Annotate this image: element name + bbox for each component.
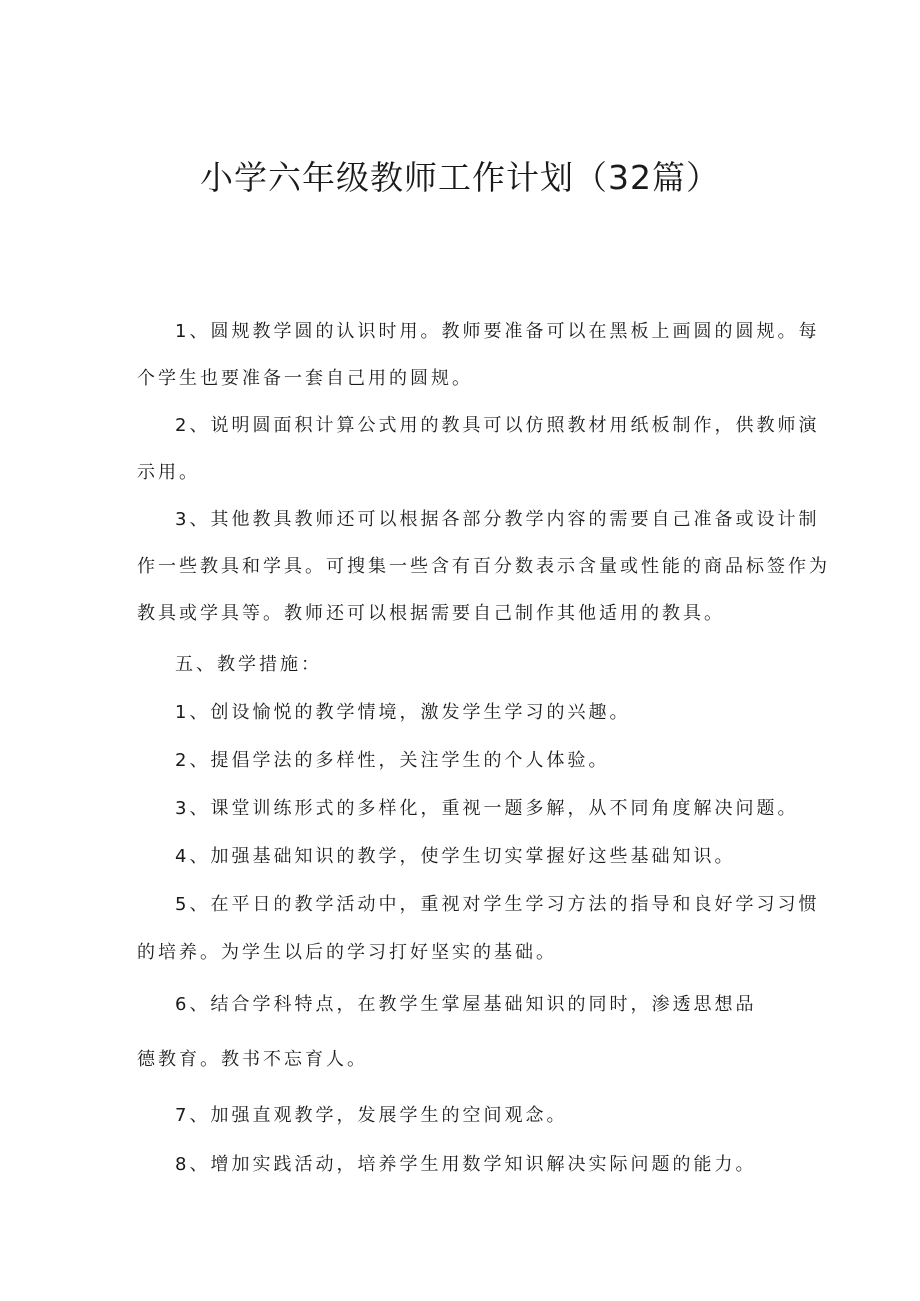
list-item: 3、课堂训练形式的多样化，重视一题多解，从不同角度解决问题。: [175, 798, 799, 819]
paragraph-line: 示用。: [137, 462, 200, 483]
paragraph-line: 作一些教具和学具。可搜集一些含有百分数表示含量或性能的商品标签作为: [137, 556, 830, 577]
paragraph-line: 3、其他教具教师还可以根据各部分教学内容的需要自己准备或设计制: [175, 509, 820, 530]
list-item: 7、加强直观教学，发展学生的空间观念。: [175, 1105, 568, 1126]
list-item-continuation: 德教育。教书不忘育人。: [137, 1049, 368, 1070]
list-item: 4、加强基础知识的教学，使学生切实掌握好这些基础知识。: [175, 846, 736, 867]
list-item: 8、增加实践活动，培养学生用数学知识解决实际问题的能力。: [175, 1154, 757, 1175]
list-item: 6、结合学科特点，在教学生掌屋基础知识的同时，渗透思想品: [175, 994, 757, 1015]
document-title: 小学六年级教师工作计划（32篇）: [200, 158, 720, 197]
paragraph-line: 教具或学具等。教师还可以根据需要自己制作其他适用的教具。: [137, 603, 725, 624]
paragraph-line: 2、说明圆面积计算公式用的教具可以仿照教材用纸板制作，供教师演: [175, 415, 820, 436]
section-heading: 五、教学措施：: [175, 654, 322, 675]
paragraph-line: 个学生也要准备一套自己用的圆规。: [137, 368, 473, 389]
list-item: 2、提倡学法的多样性，关注学生的个人体验。: [175, 750, 610, 771]
paragraph-line: 1、圆规教学圆的认识时用。教师要准备可以在黑板上画圆的圆规。每: [175, 321, 820, 342]
list-item: 1、创设愉悦的教学情境，激发学生学习的兴趣。: [175, 702, 631, 723]
list-item: 5、在平日的教学活动中，重视对学生学习方法的指导和良好学习习惯: [175, 894, 820, 915]
list-item-continuation: 的培养。为学生以后的学习打好坚实的基础。: [137, 942, 557, 963]
